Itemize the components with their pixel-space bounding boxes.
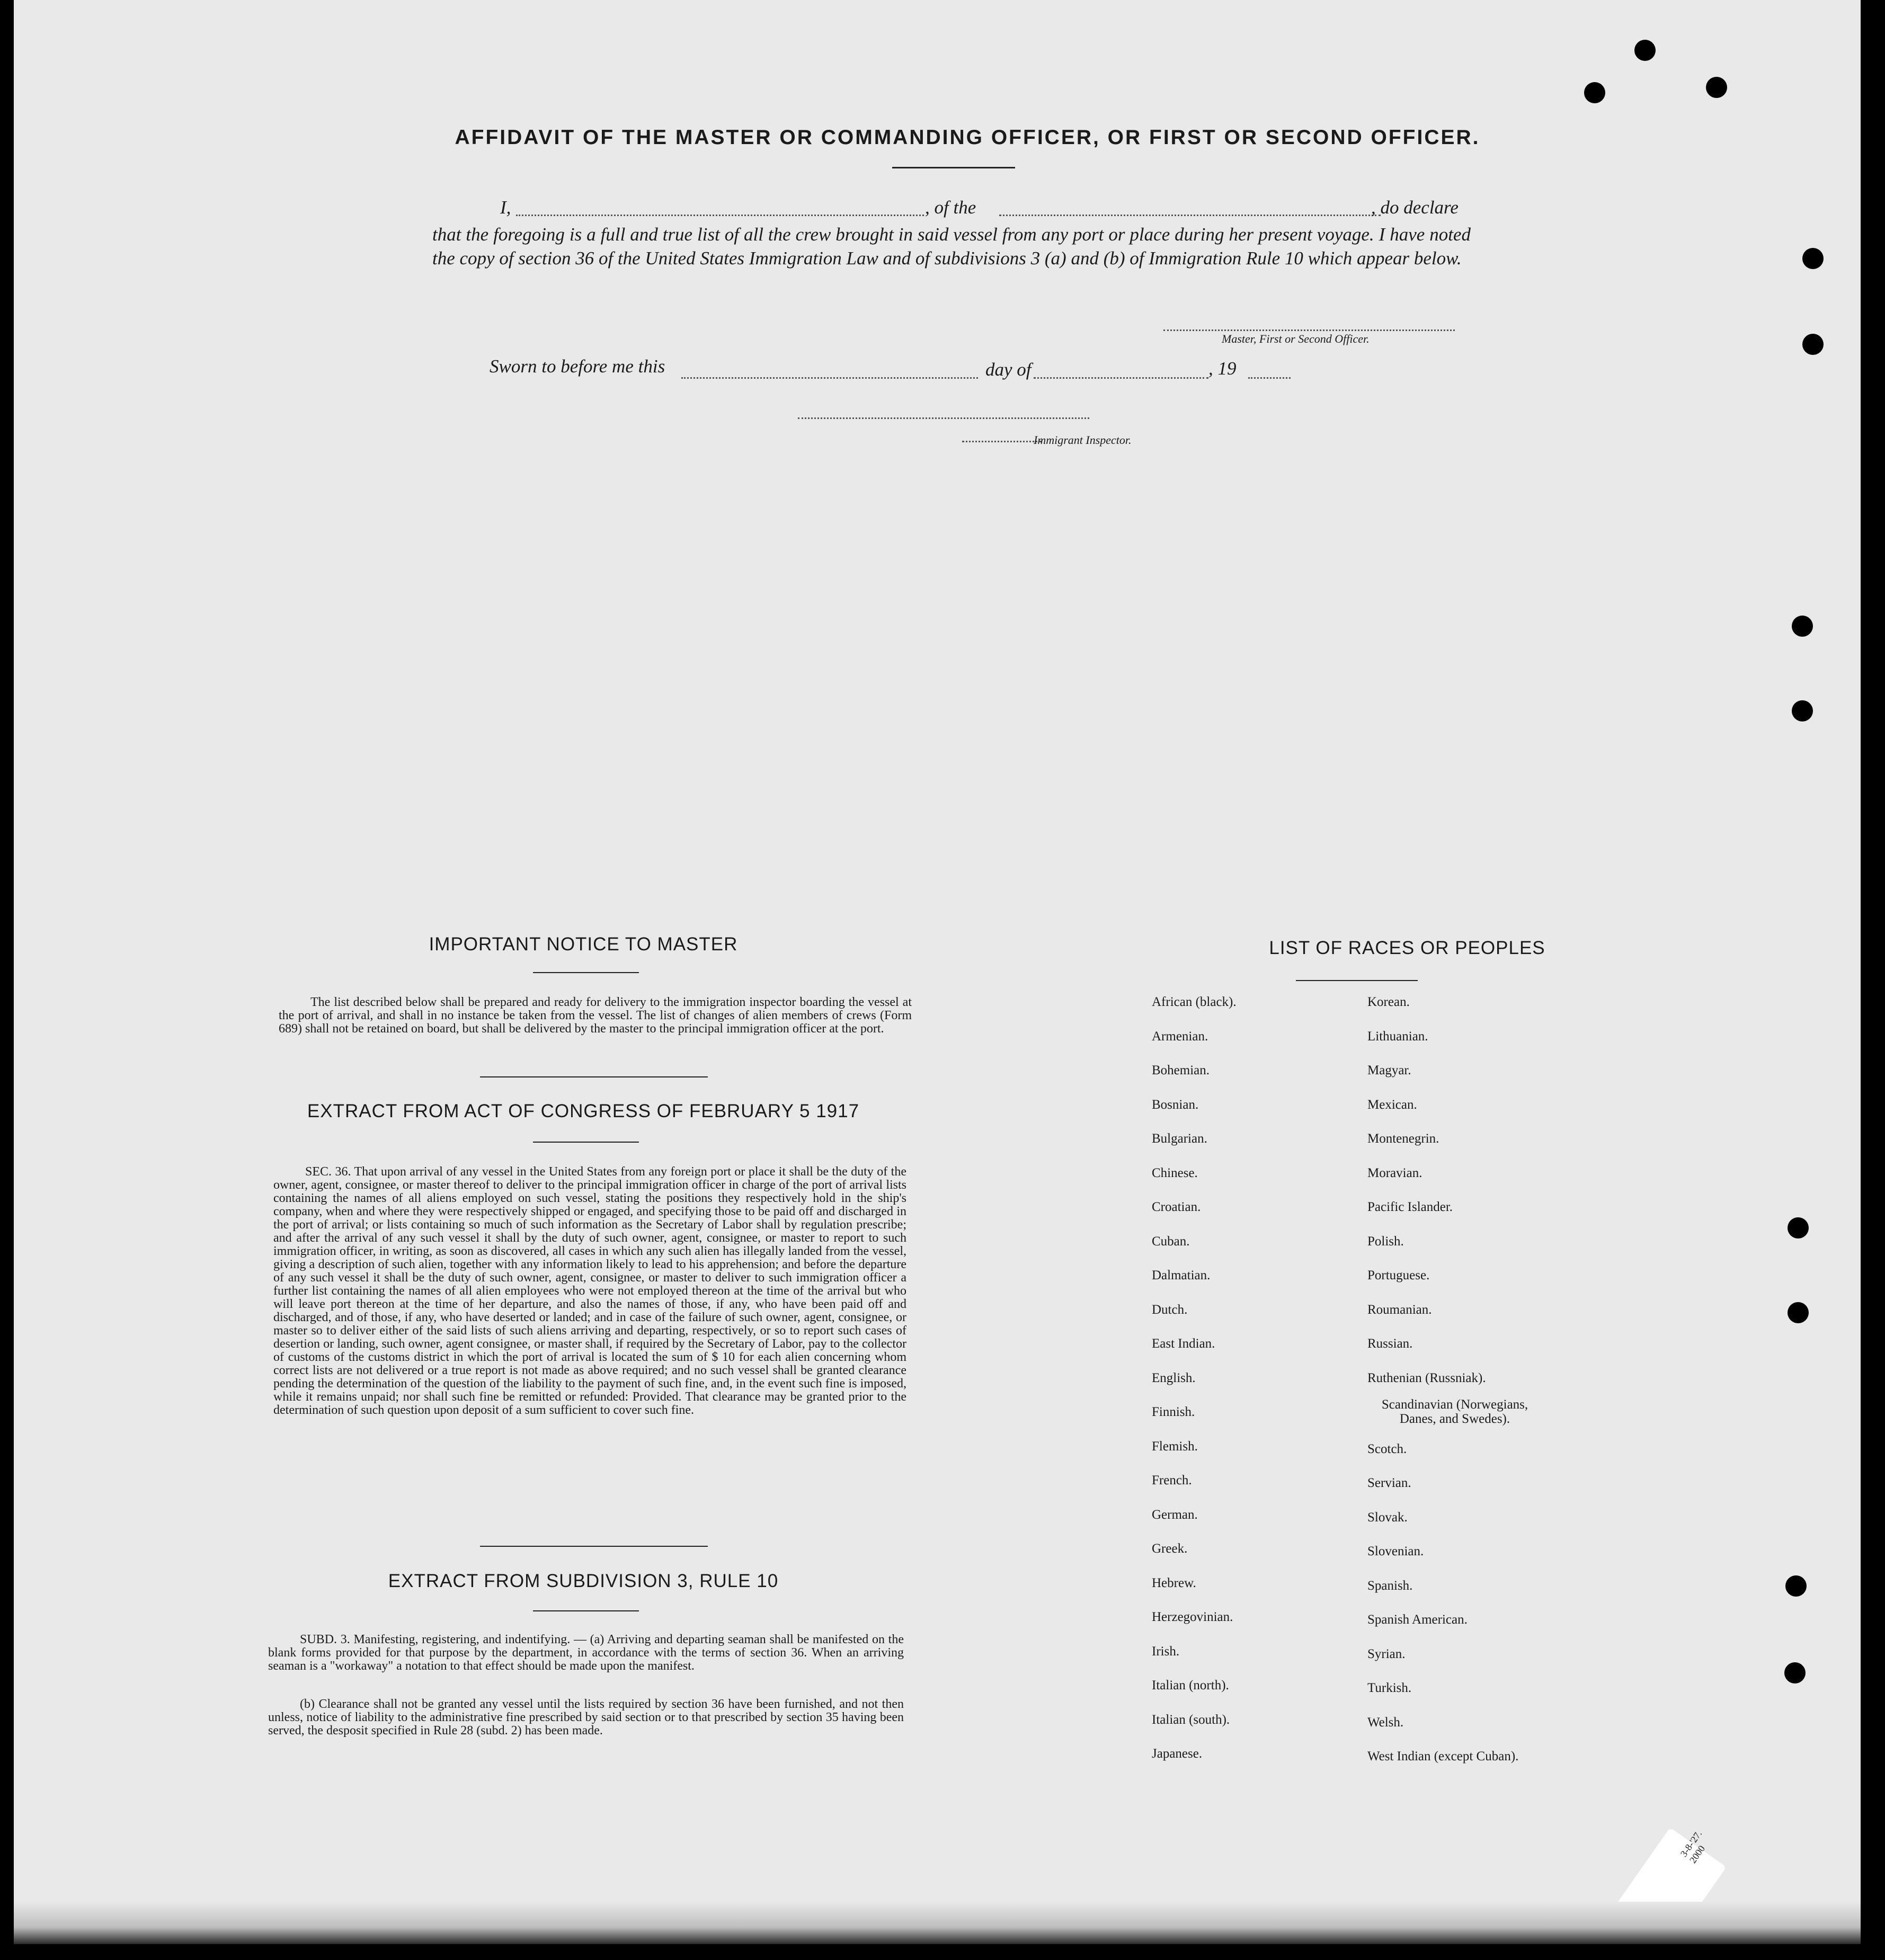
race-item: Irish.: [1152, 1644, 1180, 1659]
extract-act-text: SEC. 36. That upon arrival of any vessel in the United States from any foreign port or place it shall be the duty of the owner, agent, consignee, or master thereof to deliver to the principal immigration officer in charge of the port of arrival lists containing the names of all aliens employed on such vessel, stating the positions they respectively hold in the ship's company, when and where they were respectively shipped or engaged, and specifying those to be paid off and discharged in the port of arrival; or lists containing so much of such information as the Secretary of Labor shall by regulation prescribe; and after the arrival of any such vessel it shall by the duty of such owner, agent, consignee, or master to report to such immigration officer, in writing, as soon as discovered, all cases in which any such alien has illegally landed from the vessel, giving a description of such alien, together with any information likely to lead to his apprehension; and before the departure of any such vessel it shall be the duty of such owner, agent, consignee, or master to deliver to such immigration officer a further list containing the names of all alien employees who were not employed thereon at the time of the arrival but who will leave port thereon at the time of her departure, and also the names of those, if any, who have been paid off and discharged, and of those, if any, who have deserted or landed; and in case of the failure of such owner, agent, consignee, or master so to deliver either of the said lists of such aliens arriving and departing, respectively, or so to report such cases of desertion or landing, such owner, agent consignee, or master shall, if required by the Secretary of Labor, pay to the collector of customs of the customs district in which the port of arrival is located the sum of $ 10 for each alien concerning whom correct lists are not delivered or a true report is not made as above required; and no such vessel shall be granted clearance pending the determination of the question of the liability to the payment of such fine, and, in the event such fine is imposed, while it remains unpaid; nor shall such fine be remitted or refunded: Provided. That clearance may be granted prior to the determination of such question upon deposit of a sum sufficient to cover such fine.: [273, 1165, 906, 1417]
month-blank[interactable]: [1034, 377, 1208, 379]
punch-hole: [1788, 1302, 1809, 1323]
race-item: Scotch.: [1367, 1441, 1407, 1456]
race-item: Polish.: [1367, 1234, 1404, 1249]
race-item: Italian (south).: [1152, 1712, 1230, 1727]
race-item: Scandinavian (Norwegians, Danes, and Swedes).: [1381, 1397, 1528, 1426]
punch-hole: [1802, 248, 1824, 269]
torn-bottom-edge: [14, 1902, 1861, 1944]
sworn-label: Sworn to before me this: [490, 356, 665, 377]
race-item: Spanish American.: [1367, 1612, 1468, 1627]
race-item: French.: [1152, 1473, 1192, 1487]
extract-act-title: EXTRACT FROM ACT OF CONGRESS OF FEBRUARY 5 1917: [307, 1101, 860, 1121]
race-item: Slovenian.: [1367, 1544, 1424, 1558]
race-item: Moravian.: [1367, 1165, 1422, 1180]
punch-hole: [1784, 1662, 1806, 1683]
punch-hole: [1584, 82, 1605, 103]
race-item: Lithuanian.: [1367, 1029, 1428, 1044]
races-title: LIST OF RACES OR PEOPLES: [1269, 938, 1545, 958]
master-signature-line[interactable]: [1163, 329, 1455, 331]
affidavit-body: that the foregoing is a full and true list of all the crew brought in said vessel from any port or place during her present voyage. I have noted the copy of section 36 of the United States Immigration Law and of subdivisions 3 (a) and (b) of Immigration Rule 10 which appear below.: [432, 224, 1471, 269]
race-item: Greek.: [1152, 1542, 1188, 1556]
extract-rule-text-a: SUBD. 3. Manifesting, registering, and indentifying. — (a) Arriving and departing seaman shall be manifested on the blank forms provided for that purpose by the department, in accordance with the terms of section 36. When an arriving seaman is a "workaway" a notation to that effect should be made upon the manifest.: [268, 1633, 904, 1673]
extract-rule-text-b: (b) Clearance shall not be granted any vessel until the lists required by section 36 have been furnished, and not then unless, notice of liability to the administrative fine prescribed by said section or to that prescribed by section 35 having been served, the desposit specified in Rule 28 (subd. 2) has been made.: [268, 1697, 904, 1738]
race-item: Montenegrin.: [1367, 1132, 1439, 1146]
sworn-day-blank[interactable]: [681, 377, 978, 379]
race-item: Pacific Islander.: [1367, 1200, 1453, 1214]
year-blank[interactable]: [1248, 377, 1291, 379]
race-item: Turkish.: [1367, 1681, 1412, 1695]
race-item: Welsh.: [1367, 1715, 1404, 1730]
race-item: Herzegovinian.: [1152, 1610, 1233, 1624]
notice-separator: [480, 1076, 708, 1077]
races-underline: [1296, 980, 1418, 981]
race-item: Spanish.: [1367, 1578, 1413, 1593]
extract-rule-title: EXTRACT FROM SUBDIVISION 3, RULE 10: [388, 1571, 779, 1591]
race-item: Bulgarian.: [1152, 1132, 1207, 1146]
race-item: Dalmatian.: [1152, 1268, 1211, 1282]
race-item: Syrian.: [1367, 1646, 1406, 1661]
notice-underline: [533, 972, 639, 973]
race-item: Dutch.: [1152, 1302, 1188, 1317]
year-prefix: , 19: [1208, 358, 1237, 379]
punch-hole: [1785, 1575, 1807, 1597]
affidavit-of-the: , of the: [925, 197, 976, 218]
race-item: Bosnian.: [1152, 1097, 1199, 1112]
race-item: Magyar.: [1367, 1063, 1411, 1077]
extract-act-underline: [533, 1142, 639, 1143]
affidavit-do-declare: , do declare: [1371, 197, 1459, 218]
race-item: Hebrew.: [1152, 1575, 1196, 1590]
race-item: English.: [1152, 1370, 1196, 1385]
race-item: Croatian.: [1152, 1200, 1201, 1214]
punch-hole: [1788, 1217, 1809, 1239]
notice-title: IMPORTANT NOTICE TO MASTER: [429, 934, 738, 955]
vessel-blank[interactable]: [999, 215, 1381, 216]
race-item: West Indian (except Cuban).: [1367, 1749, 1519, 1763]
title-underline: [892, 167, 1015, 168]
notice-text: The list described below shall be prepared and ready for delivery to the immigration inspector boarding the vessel at the port of arrival, and shall in no instance be taken from the vessel. The list of changes of alien members of crews (Form 689) shall not be retained on board, but shall be delivered by the master to the principal immigration officer at the port.: [279, 995, 912, 1036]
race-item: Flemish.: [1152, 1439, 1198, 1454]
race-item: Mexican.: [1367, 1097, 1417, 1112]
punch-hole: [1792, 616, 1813, 637]
race-item: Finnish.: [1152, 1405, 1195, 1419]
race-item: German.: [1152, 1507, 1198, 1522]
punch-hole: [1634, 40, 1656, 61]
race-item: Chinese.: [1152, 1165, 1198, 1180]
punch-hole: [1802, 334, 1824, 355]
race-item: Servian.: [1367, 1476, 1411, 1490]
race-item: Italian (north).: [1152, 1678, 1229, 1692]
inspector-leader: [962, 441, 1042, 442]
extract-rule-underline: [533, 1610, 639, 1611]
race-item: Ruthenian (Russniak).: [1367, 1370, 1486, 1385]
punch-hole: [1706, 77, 1727, 98]
inspector-caption: Immigrant Inspector.: [1034, 433, 1132, 447]
master-signature-caption: Master, First or Second Officer.: [1222, 332, 1370, 345]
race-item: African (black).: [1152, 995, 1237, 1009]
day-of-label: day of: [985, 359, 1032, 380]
document-page: [14, 0, 1861, 1944]
race-item: Korean.: [1367, 995, 1410, 1009]
race-item: East Indian.: [1152, 1337, 1215, 1351]
inspector-signature-line[interactable]: [798, 417, 1089, 419]
name-blank[interactable]: [516, 215, 924, 216]
race-item: Japanese.: [1152, 1747, 1203, 1761]
stamp-text: 3-8-'27. 2000: [1678, 1828, 1708, 1865]
punch-hole: [1792, 700, 1813, 721]
race-item: Cuban.: [1152, 1234, 1190, 1249]
race-item: Armenian.: [1152, 1029, 1208, 1044]
race-item: Bohemian.: [1152, 1063, 1210, 1077]
affidavit-title: AFFIDAVIT OF THE MASTER OR COMMANDING OFFICER, OR FIRST OR SECOND OFFICER.: [455, 126, 1480, 149]
extract-act-separator: [480, 1546, 708, 1547]
race-item: Slovak.: [1367, 1510, 1408, 1525]
affidavit-i: I,: [500, 197, 511, 218]
race-item: Russian.: [1367, 1337, 1413, 1351]
race-item: Roumanian.: [1367, 1302, 1432, 1317]
race-item: Portuguese.: [1367, 1268, 1430, 1282]
